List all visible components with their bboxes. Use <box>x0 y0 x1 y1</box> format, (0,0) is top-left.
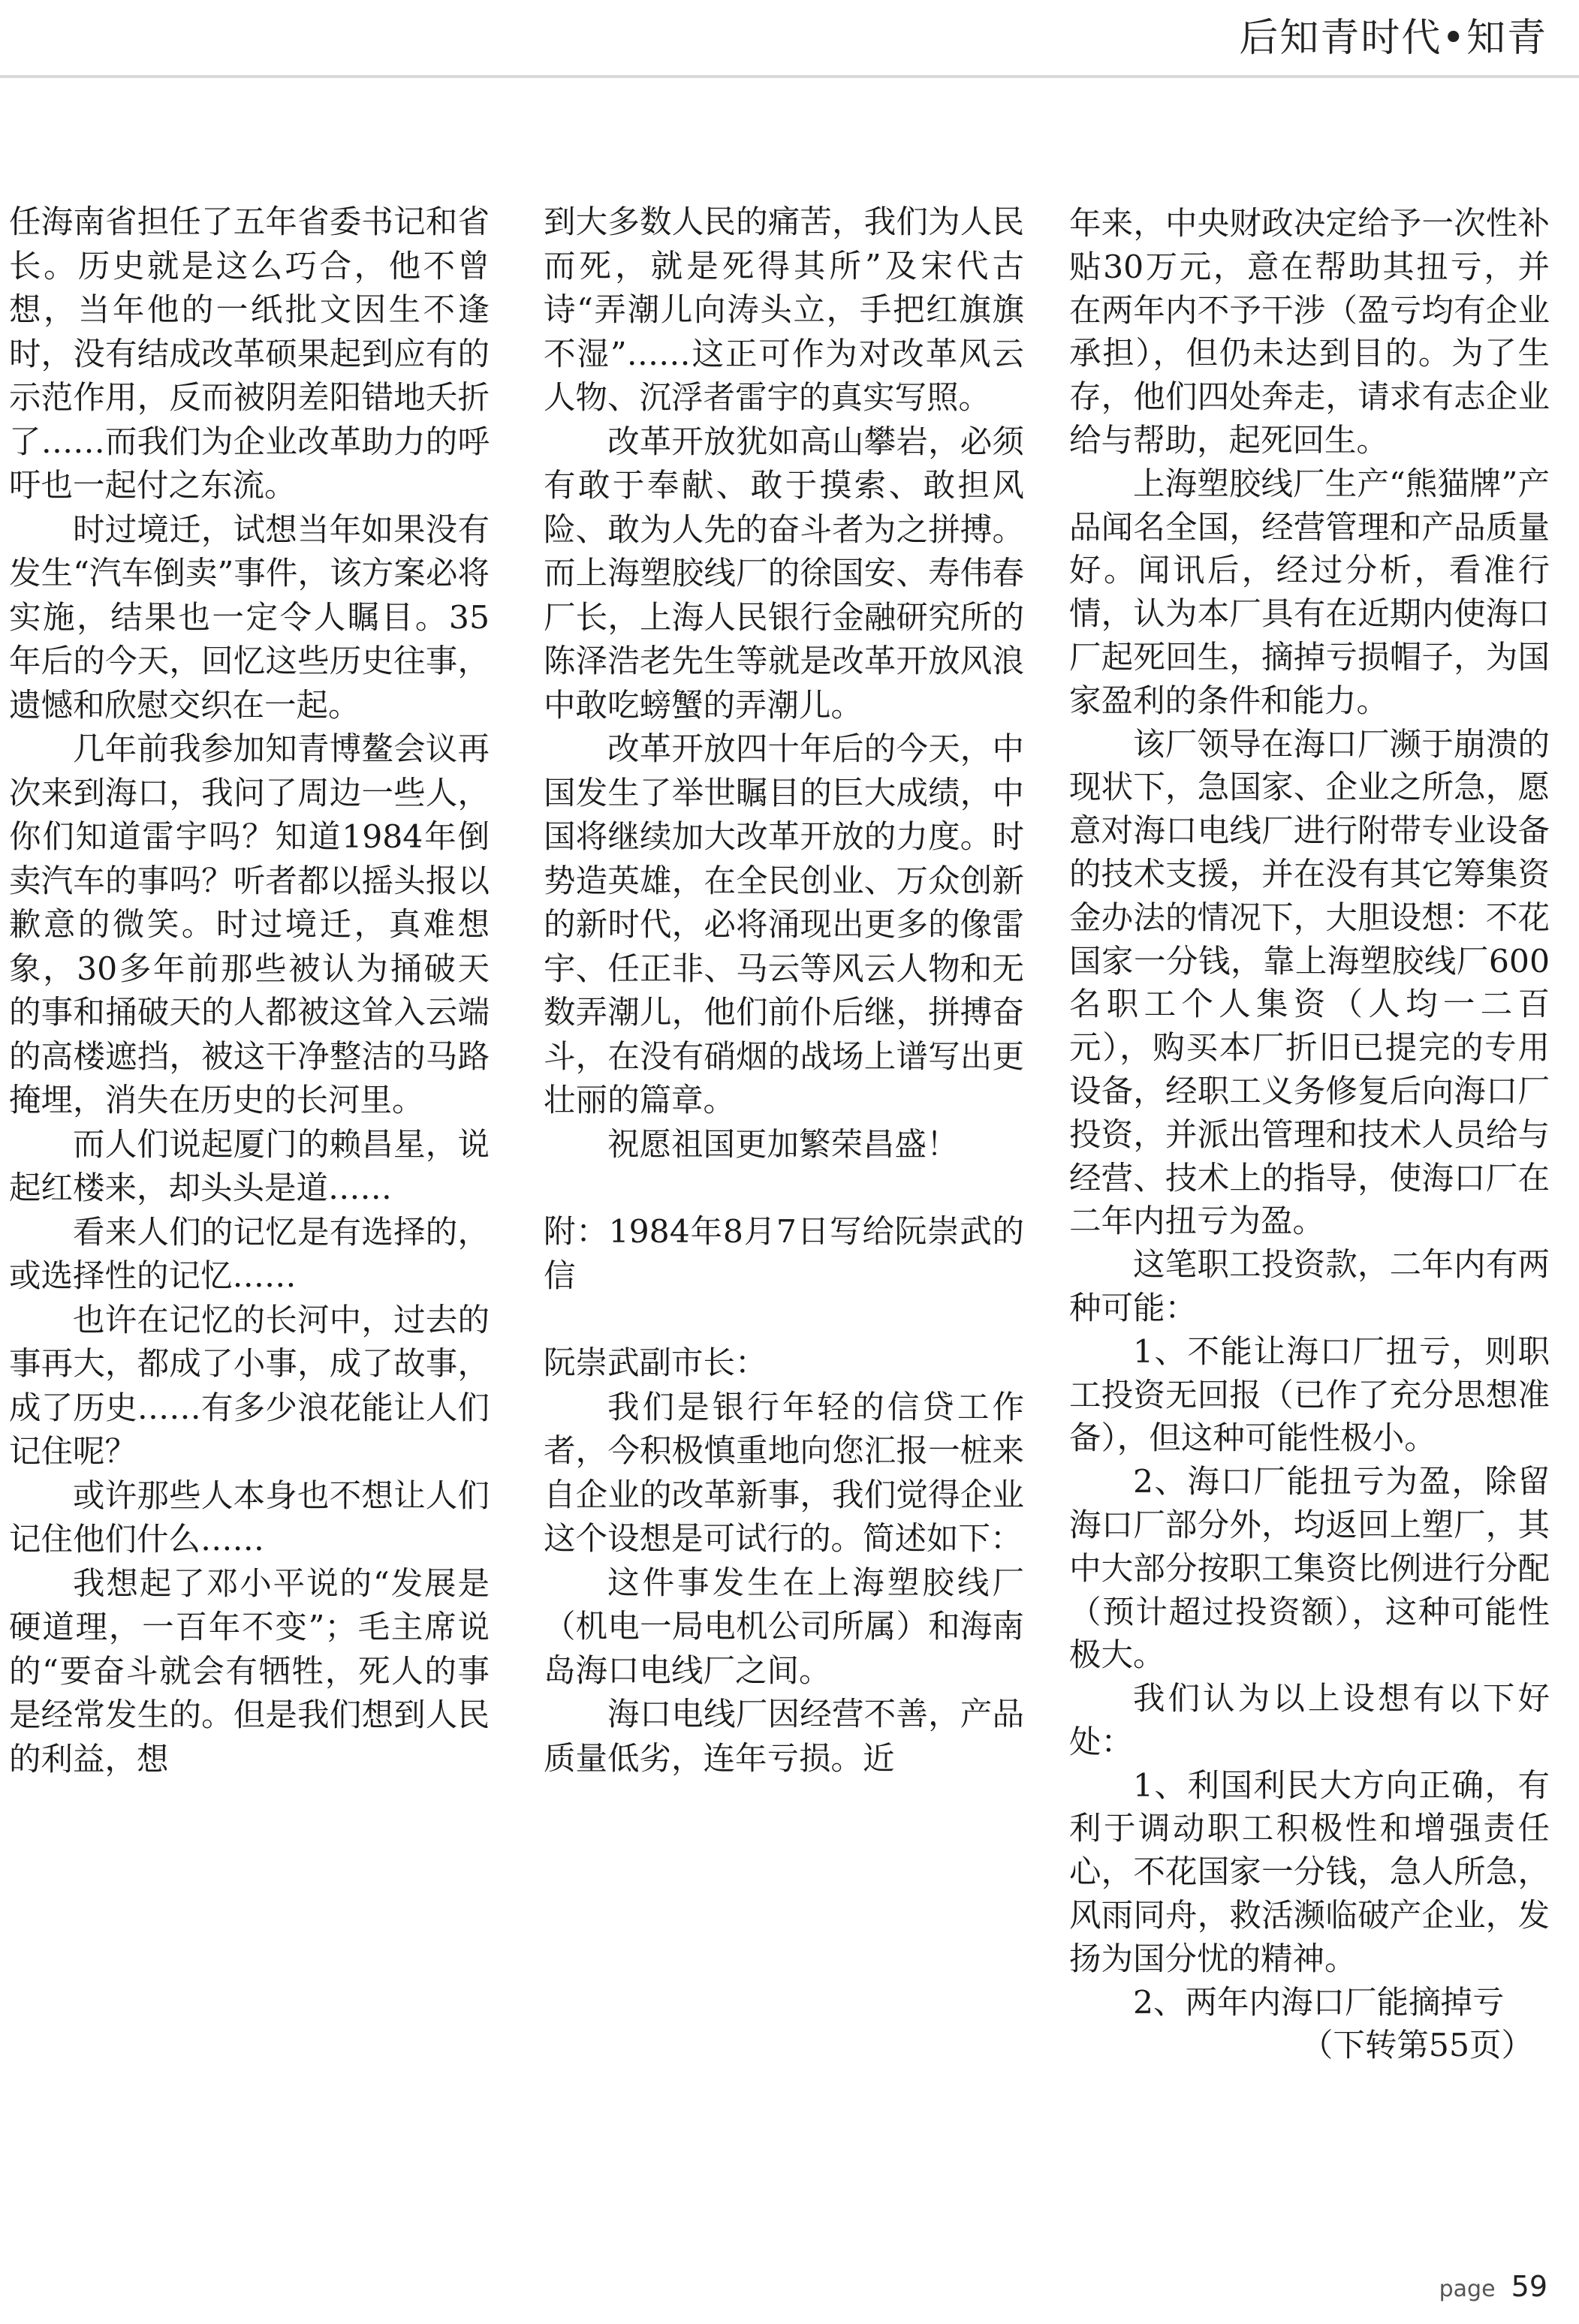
letter-salutation: 阮崇武副市长： <box>544 1345 767 1382</box>
page-label: page <box>1439 2276 1496 2302</box>
paragraph: 而人们说起厦门的赖昌星，说起红楼来，却头头是道…… <box>9 1126 490 1207</box>
paragraph: 或许那些人本身也不想让人们记住他们什么…… <box>9 1477 490 1558</box>
paragraph: 改革开放四十年后的今天，中国发生了举世瞩目的巨大成绩，中国将继续加大改革开放的力度。时势造英雄，在全民创业、万众创新的新时代，必将涌现出更多的像雷宇、任正非、马云等风云人物和无数弄潮儿，他们前仆后继，拼搏奋斗，在没有硝烟的战场上谱写出更壮丽的篇章。 <box>544 731 1024 1119</box>
paragraph: 1、利国利民大方向正确，有利于调动职工积极性和增强责任心，不花国家一分钱，急人所急，风雨同舟，救活濒临破产企业，发扬为国分忧的精神。 <box>1069 1767 1550 1978</box>
paragraph: 这笔职工投资款，二年内有两种可能： <box>1069 1247 1550 1327</box>
paragraph: 到大多数人民的痛苦，我们为人民而死，就是死得其所”及宋代古诗“弄潮儿向涛头立，手把红旗旗不湿”……这正可作为对改革风云人物、沉浮者雷宇的真实写照。 <box>544 204 1024 417</box>
paragraph: 改革开放犹如高山攀岩，必须有敢于奉献、敢于摸索、敢担风险、敢为人先的奋斗者为之拼搏。而上海塑胶线厂的徐国安、寿伟春厂长，上海人民银行金融研究所的陈泽浩老先生等就是改革开放风浪中敢吃螃蟹的弄潮儿。 <box>544 423 1024 724</box>
section-title: 后知青时代•知青 <box>1239 16 1547 61</box>
paragraph: 几年前我参加知青博鳌会议再次来到海口，我问了周边一些人，你们知道雷宇吗？知道1984年倒卖汽车的事吗？听者都以摇头报以歉意的微笑。时过境迁，真难想象，30多年前那些被认为捅破天的事和捅破天的人都被这耸入云端的高楼遮挡，被这干净整洁的马路掩埋，消失在历史的长河里。 <box>9 731 490 1119</box>
paragraph: 我们是银行年轻的信贷工作者，今积极慎重地向您汇报一桩来自企业的改革新事，我们觉得企业这个设想是可试行的。简述如下： <box>544 1389 1024 1558</box>
paragraph: 任海南省担任了五年省委书记和省长。历史就是这么巧合，他不曾想，当年他的一纸批文因生不逢时，没有结成改革硕果起到应有的示范作用，反而被阴差阳错地夭折了……而我们为企业改革助力的呼吁也一起付之东流。 <box>9 204 490 504</box>
paragraph: 1、不能让海口厂扭亏，则职工投资无回报（已作了充分思想准备），但这种可能性极小。 <box>1069 1333 1550 1458</box>
appendix-title: 附：1984年8月7日写给阮崇武的信 <box>544 1214 1024 1295</box>
paragraph: 看来人们的记忆是有选择的，或选择性的记忆…… <box>9 1214 490 1295</box>
paragraph: 我们认为以上设想有以下好处： <box>1069 1681 1550 1761</box>
paragraph: 时过境迁，试想当年如果没有发生“汽车倒卖”事件，该方案必将实施，结果也一定令人瞩目。35年后的今天，回忆这些历史往事，遗憾和欣慰交织在一起。 <box>9 511 490 724</box>
paragraph: 海口电线厂因经营不善，产品质量低劣，连年亏损。近 <box>544 1696 1024 1778</box>
paragraph: 2、海口厂能扭亏为盈，除留海口厂部分外，均返回上塑厂，其中大部分按职工集资比例进行分配（预计超过投资额），这种可能性极大。 <box>1069 1464 1550 1675</box>
paragraph: 该厂领导在海口厂濒于崩溃的现状下，急国家、企业之所急，愿意对海口电线厂进行附带专业设备的技术支援，并在没有其它筹集资金办法的情况下，大胆设想：不花国家一分钱，靠上海塑胶线厂600名职工个人集资（人均一二百元），购买本厂折旧已提完的专用设备，经职工义务修复后向海口厂投资，并派出管理和技术人员给与经营、技术上的指导，使海口厂在二年内扭亏为盈。 <box>1069 726 1550 1241</box>
text-column-2 <box>544 201 1024 1781</box>
closing-wish: 祝愿祖国更加繁荣昌盛！ <box>607 1126 959 1164</box>
continued-note: （下转第55页） <box>1300 2027 1533 2065</box>
paragraph: 2、两年内海口厂能摘掉亏 <box>1133 1984 1505 2021</box>
header-rule <box>0 75 1579 78</box>
paragraph: 我想起了邓小平说的“发展是硬道理，一百年不变”；毛主席说的“要奋斗就会有牺牲，死人的事是经常发生的。但是我们想到人民的利益，想 <box>9 1565 490 1778</box>
paragraph: 上海塑胶线厂生产“熊猫牌”产品闻名全国，经营管理和产品质量好。闻讯后，经过分析，看准行情，认为本厂具有在近期内使海口厂起死回生，摘掉亏损帽子，为国家盈利的条件和能力。 <box>1069 465 1550 720</box>
page-number: 59 <box>1511 2270 1547 2303</box>
paragraph: 这件事发生在上海塑胶线厂（机电一局电机公司所属）和海南岛海口电线厂之间。 <box>544 1564 1024 1690</box>
text-column-3 <box>1069 203 1550 2068</box>
paragraph: 年来，中央财政决定给予一次性补贴30万元，意在帮助其扭亏，并在两年内不予干涉（盈亏均有企业承担），但仍未达到目的。为了生存，他们四处奔走，请求有志企业给与帮助，起死回生。 <box>1069 206 1550 459</box>
page-footer <box>1439 2270 1547 2303</box>
text-column-1 <box>9 201 490 1782</box>
paragraph: 也许在记忆的长河中，过去的事再大，都成了小事，成了故事，成了历史……有多少浪花能让人们记住呢？ <box>9 1302 490 1471</box>
